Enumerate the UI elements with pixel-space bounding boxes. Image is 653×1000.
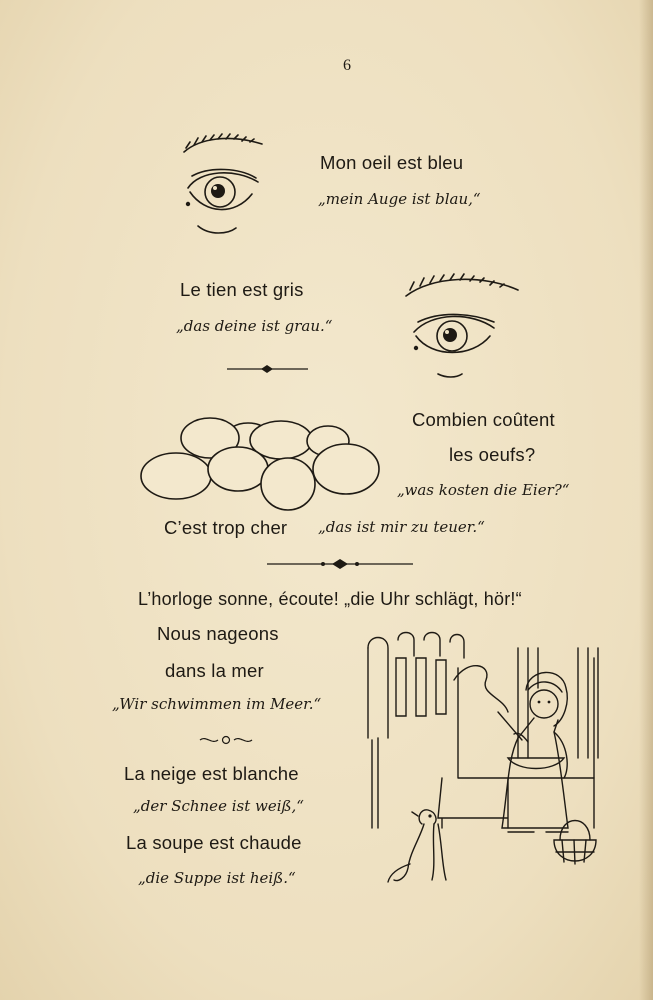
text-nager-de: „Wir schwimmen im Meer.“: [112, 695, 322, 713]
eggs-illustration: [138, 412, 386, 516]
ornament-divider: [225, 362, 310, 376]
text-cher-de: „das ist mir zu teuer.“: [318, 518, 485, 536]
text-cher-fr: C’est trop cher: [164, 517, 288, 538]
text-nager-fr1: Nous nageons: [157, 623, 279, 644]
eye-illustration-right: [402, 270, 522, 380]
text-eye2-de: „das deine ist grau.“: [176, 317, 333, 335]
text-eggs-de: „was kosten die Eier?“: [397, 481, 570, 499]
eye-illustration-left: [180, 130, 270, 240]
text-eye1-fr: Mon oeil est bleu: [320, 152, 464, 173]
text-eggs-fr2: les oeufs?: [449, 444, 536, 465]
text-soupe-fr: La soupe est chaude: [126, 832, 302, 853]
text-nager-fr2: dans la mer: [165, 660, 264, 681]
text-horloge: L’horloge sonne, écoute! „die Uhr schlägt, hör!“: [138, 589, 522, 609]
page-number: 6: [343, 57, 351, 74]
text-neige-fr: La neige est blanche: [124, 763, 299, 784]
text-soupe-de: „die Suppe ist heiß.“: [138, 869, 296, 887]
kitchen-scene-illustration: [358, 628, 610, 890]
text-eggs-fr1: Combien coûtent: [412, 409, 555, 430]
text-eye2-fr: Le tien est gris: [180, 279, 304, 300]
text-neige-de: „der Schnee ist weiß,“: [133, 797, 304, 815]
ornament-small: [198, 733, 254, 747]
text-eye1-de: „mein Auge ist blau,“: [318, 190, 481, 208]
ornament-divider: [265, 557, 415, 571]
